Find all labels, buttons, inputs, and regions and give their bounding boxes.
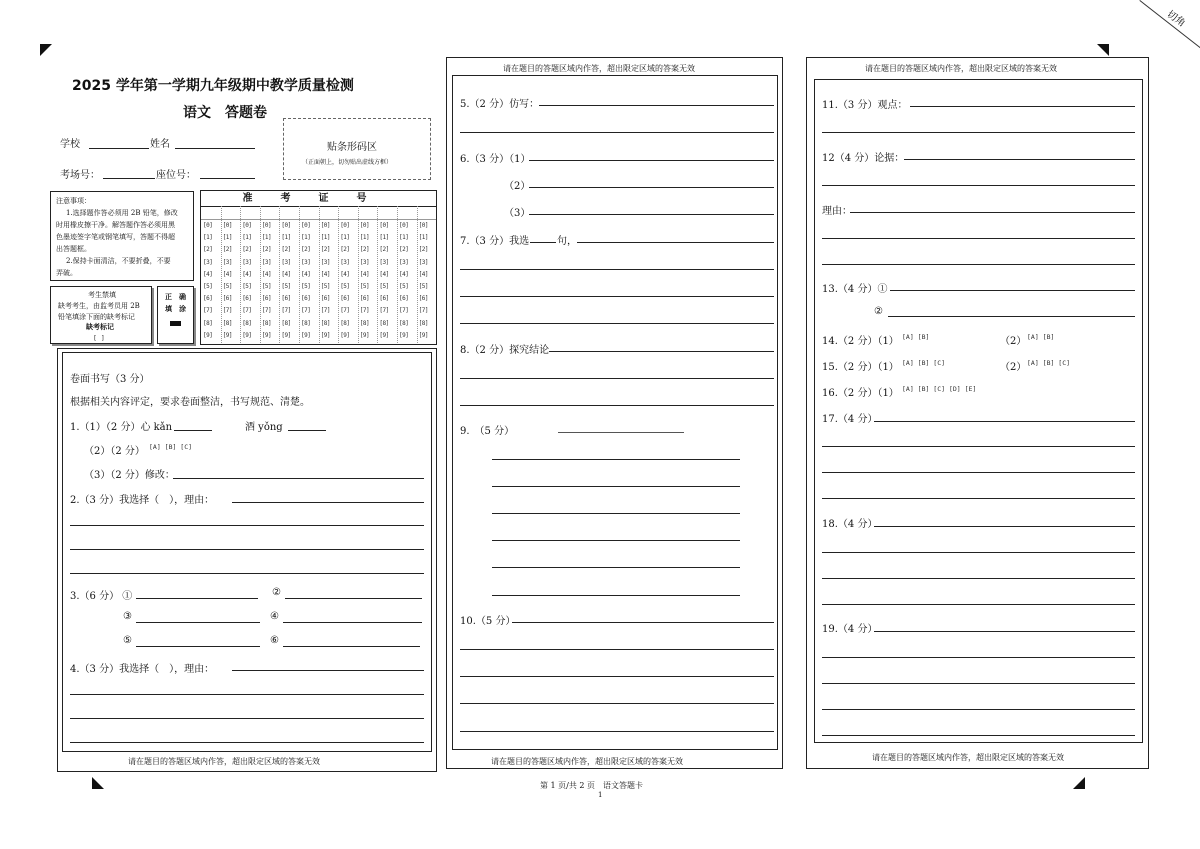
admission-digit-bubble[interactable]: [1] <box>379 234 389 242</box>
q15-2-bubbles[interactable]: [A] [B] [C] <box>1027 359 1071 367</box>
registration-mark-bottom-right <box>1073 777 1085 789</box>
admission-digit-bubble[interactable]: [3] <box>340 258 350 266</box>
boundary-notice-col2-bottom: 请在题目的答题区域内作答，超出限定区域的答案无效 <box>491 757 683 766</box>
admission-digit-bubble[interactable]: [0] <box>261 222 272 229</box>
q6-1-answer[interactable] <box>529 160 774 161</box>
seat-label: 座位号： <box>156 170 196 181</box>
admission-digit-bubble[interactable]: [9] <box>203 331 213 339</box>
school-field[interactable] <box>89 148 149 149</box>
admission-digit-bubble[interactable]: [2] <box>242 246 252 254</box>
corner-label: 切角 <box>1164 8 1188 30</box>
q18-answer[interactable] <box>822 604 1135 605</box>
admission-title: 准考证号 <box>201 191 436 207</box>
admission-digit-bubble[interactable]: [8] <box>261 319 272 327</box>
q9-answer[interactable] <box>492 459 740 460</box>
admission-digit-bubble[interactable]: [9] <box>320 331 330 339</box>
admission-digit-bubble[interactable]: [4] <box>301 270 311 278</box>
admission-digit-bubble[interactable]: [3] <box>301 258 311 266</box>
admission-digit-bubble[interactable]: [5] <box>203 283 213 290</box>
admission-digit-bubble[interactable]: [7] <box>379 307 389 315</box>
admission-digit-bubble[interactable]: [0] <box>399 222 409 229</box>
q12-answer[interactable] <box>904 159 1135 160</box>
absent-line: 缺考考生，由监考员用 2B <box>58 302 140 310</box>
q11-answer[interactable] <box>822 132 1135 133</box>
q1-1-answer-b[interactable] <box>288 430 326 431</box>
admission-digit-bubble[interactable]: [2] <box>379 246 389 254</box>
q18-answer[interactable] <box>822 552 1135 553</box>
admission-digit-bubble[interactable]: [8] <box>222 319 232 327</box>
q1-3-answer[interactable] <box>173 478 424 479</box>
admission-digit-bubble[interactable]: [8] <box>320 319 330 327</box>
admission-digit-bubble[interactable]: [3] <box>203 258 213 266</box>
q2-answer[interactable] <box>232 502 424 503</box>
q13-1-label: 13.（4 分）① <box>822 284 888 295</box>
admission-digit-bubble[interactable]: [7] <box>222 307 232 315</box>
admission-digit-bubble[interactable]: [2] <box>320 246 330 254</box>
registration-mark-bottom-left <box>92 777 104 789</box>
q11-label: 11.（3 分）观点： <box>822 100 908 111</box>
admission-digit-bubble[interactable]: [0] <box>359 222 370 229</box>
admission-digit-bubble[interactable]: [4] <box>203 270 213 278</box>
admission-digit-bubble[interactable]: [5] <box>301 283 311 290</box>
admission-digit-bubble[interactable]: [4] <box>242 270 252 278</box>
q4-answer[interactable] <box>70 694 424 695</box>
notice-line: 时用橡皮擦干净。解答题作答必须用黑 <box>56 221 175 229</box>
admission-digit-bubble[interactable]: [4] <box>261 270 272 278</box>
admission-digit-bubble[interactable]: [2] <box>418 246 428 254</box>
q17-answer[interactable] <box>874 421 1135 422</box>
admission-digit-bubble[interactable]: [7] <box>359 307 370 315</box>
q19-answer[interactable] <box>822 683 1135 684</box>
q1-2-label: （2）（2 分） <box>84 446 145 457</box>
q15-label: 15.（2 分）（1） <box>822 362 899 373</box>
admission-digit-bubble[interactable]: [3] <box>320 258 330 266</box>
exam-subtitle: 语文 答题卷 <box>183 105 267 121</box>
admission-digit-bubble[interactable]: [5] <box>320 283 330 290</box>
admission-digit-bubble[interactable]: [3] <box>281 258 291 266</box>
admission-digit-bubble[interactable]: [7] <box>340 307 350 315</box>
admission-digit-bubble[interactable]: [8] <box>203 319 213 327</box>
admission-digit-bubble[interactable]: [6] <box>418 295 428 303</box>
q16-1-bubbles[interactable]: [A] [B] [C] [D] [E] <box>902 385 977 393</box>
q3-answer-5[interactable] <box>136 646 260 647</box>
q3-answer-4[interactable] <box>283 622 422 623</box>
q6-3-answer[interactable] <box>529 214 774 215</box>
admission-digit-bubble[interactable]: [6] <box>340 295 350 303</box>
admission-digit-bubble[interactable]: [5] <box>261 283 272 290</box>
notice-line: 色墨迹签字笔或钢笔填写，答题不得超 <box>56 233 175 241</box>
admission-digit-bubble[interactable]: [7] <box>418 307 428 315</box>
handwriting-title: 卷面书写（3 分） <box>70 374 150 385</box>
q9-answer[interactable] <box>492 540 740 541</box>
q6-2-label: （2） <box>504 181 531 192</box>
exam-room-label: 考场号： <box>60 170 100 181</box>
admission-digit-bubble[interactable]: [1] <box>203 234 213 242</box>
q10-answer[interactable] <box>460 649 774 650</box>
admission-column-divider <box>240 206 241 343</box>
absent-line: 铅笔填涂下面的缺考标记 <box>58 313 135 321</box>
q2-answer[interactable] <box>70 525 424 526</box>
q13-1-answer[interactable] <box>890 290 1135 291</box>
admission-digit-bubble[interactable]: [6] <box>281 295 291 303</box>
q14-1-bubbles[interactable]: [A] [B] <box>902 333 930 341</box>
q12-answer[interactable] <box>822 185 1135 186</box>
q3-label-6: ⑥ <box>270 635 279 646</box>
q11-answer[interactable] <box>910 106 1135 107</box>
admission-digit-bubble[interactable]: [6] <box>261 295 272 303</box>
correct-fill-label: 正 确 <box>165 292 186 301</box>
q2-answer[interactable] <box>70 573 424 574</box>
admission-column-divider <box>358 206 359 343</box>
admission-digit-bubble[interactable]: [7] <box>281 307 291 315</box>
admission-digit-bubble[interactable]: [8] <box>418 319 428 327</box>
admission-digit-bubble[interactable]: [9] <box>359 331 370 339</box>
q12-label: 12（4 分）论据： <box>822 153 905 164</box>
admission-digit-bubble[interactable]: [0] <box>203 222 213 229</box>
admission-digit-bubble[interactable]: [9] <box>340 331 350 339</box>
q19-label: 19.（4 分） <box>822 624 878 635</box>
admission-column-divider <box>417 206 418 343</box>
q12-reason-label: 理由： <box>822 206 852 217</box>
admission-digit-bubble[interactable]: [1] <box>320 234 330 242</box>
admission-digit-bubble[interactable]: [2] <box>261 246 272 254</box>
q13-2-answer[interactable] <box>888 316 1135 317</box>
registration-mark-top-right <box>1097 44 1109 56</box>
q9-title-line[interactable] <box>558 432 684 433</box>
admission-digit-bubble[interactable]: [1] <box>359 234 370 242</box>
admission-column-divider <box>279 206 280 343</box>
q15-2-label: （2） <box>1000 362 1027 373</box>
q7-answer[interactable] <box>460 296 774 297</box>
q14-label: 14.（2 分）（1） <box>822 336 899 347</box>
admission-digit-bubble[interactable]: [9] <box>379 331 389 339</box>
admission-digit-bubble[interactable]: [2] <box>301 246 311 254</box>
q3-label: 3.（6 分） ① <box>70 591 133 602</box>
absent-mark-bubble[interactable]: [ ] <box>93 334 105 342</box>
admission-digit-bubble[interactable]: [6] <box>222 295 232 303</box>
page-number: 1 <box>598 791 603 799</box>
admission-digit-bubble[interactable]: [8] <box>301 319 311 327</box>
q19-answer[interactable] <box>874 631 1135 632</box>
admission-digit-bubble[interactable]: [0] <box>281 222 291 229</box>
q4-answer[interactable] <box>232 670 424 671</box>
admission-digit-bubble[interactable]: [5] <box>281 283 291 290</box>
column1-inner-frame <box>62 352 432 752</box>
admission-digit-bubble[interactable]: [0] <box>379 222 389 229</box>
name-field[interactable] <box>175 148 255 149</box>
q6-3-label: （3） <box>504 208 531 219</box>
admission-digit-bubble[interactable]: [4] <box>359 270 370 278</box>
q17-label: 17.（4 分） <box>822 414 878 425</box>
admission-column-divider <box>221 206 222 343</box>
q16-label: 16.（2 分）（1） <box>822 388 899 399</box>
q6-2-answer[interactable] <box>529 187 774 188</box>
q9-label: 9. （5 分） <box>460 426 515 437</box>
admission-digit-bubble[interactable]: [1] <box>261 234 272 242</box>
admission-digit-bubble[interactable]: [3] <box>418 258 428 266</box>
admission-column-divider <box>397 206 398 343</box>
admission-digit-bubble[interactable]: [9] <box>222 331 232 339</box>
page-footer: 第 1 页/共 2 页 语文答题卡 <box>540 781 644 790</box>
q7-answer[interactable] <box>577 242 774 243</box>
q1-1-answer-a[interactable] <box>174 430 212 431</box>
absent-mark-label: 缺考标记 <box>86 322 114 331</box>
admission-digit-bubble[interactable]: [8] <box>359 319 370 327</box>
q18-answer[interactable] <box>874 526 1135 527</box>
q8-answer[interactable] <box>549 351 774 352</box>
registration-mark-top-left <box>40 44 52 56</box>
admission-digit-bubble[interactable]: [6] <box>242 295 252 303</box>
exam-room-field[interactable] <box>103 178 155 179</box>
notice-line: 1.选择题作答必须用 2B 铅笔，修改 <box>66 209 178 217</box>
admission-digit-bubble[interactable]: [0] <box>222 222 232 229</box>
admission-digit-bubble[interactable]: [5] <box>379 283 389 290</box>
q10-answer[interactable] <box>460 676 774 677</box>
admission-digit-bubble[interactable]: [4] <box>320 270 330 278</box>
q12-reason-answer[interactable] <box>850 212 1135 213</box>
q3-answer-6[interactable] <box>283 646 420 647</box>
admission-digit-bubble[interactable]: [3] <box>359 258 370 266</box>
admission-digit-bubble[interactable]: [3] <box>399 258 409 266</box>
q10-answer[interactable] <box>460 703 774 704</box>
admission-digit-bubble[interactable]: [2] <box>399 246 409 254</box>
q15-1-bubbles[interactable]: [A] [B] [C] <box>902 359 946 367</box>
admission-digit-bubble[interactable]: [7] <box>242 307 252 315</box>
q5-label: 5.（2 分）仿写： <box>460 99 540 110</box>
q9-answer[interactable] <box>492 595 740 596</box>
admission-digit-bubble[interactable]: [9] <box>399 331 409 339</box>
q3-label-5: ⑤ <box>123 635 132 646</box>
admission-digit-bubble[interactable]: [3] <box>261 258 272 266</box>
notice-line: 弄破。 <box>56 269 77 277</box>
notice-line: 出答题框。 <box>56 245 91 253</box>
admission-digit-bubble[interactable]: [7] <box>399 307 409 315</box>
admission-digit-bubble[interactable]: [7] <box>320 307 330 315</box>
admission-digit-bubble[interactable]: [8] <box>242 319 252 327</box>
admission-digit-bubble[interactable]: [7] <box>301 307 311 315</box>
q4-label: 4.（3 分）我选择（ ），理由： <box>70 664 215 675</box>
admission-column-divider <box>260 206 261 343</box>
admission-digit-bubble[interactable]: [6] <box>379 295 389 303</box>
admission-digit-bubble[interactable]: [5] <box>359 283 370 290</box>
boundary-notice-col3-bottom: 请在题目的答题区域内作答，超出限定区域的答案无效 <box>872 753 1064 762</box>
q14-2-bubbles[interactable]: [A] [B] <box>1027 333 1055 341</box>
q7-choice[interactable] <box>530 242 556 243</box>
admission-digit-bubble[interactable]: [9] <box>301 331 311 339</box>
name-label: 姓名 <box>150 139 170 150</box>
q10-label: 10.（5 分） <box>460 616 516 627</box>
corner-cut-line <box>1139 0 1200 53</box>
barcode-title: 贴条形码区 <box>327 142 377 153</box>
q2-answer[interactable] <box>70 549 424 550</box>
admission-digit-bubble[interactable]: [9] <box>261 331 272 339</box>
q19-answer[interactable] <box>822 735 1135 736</box>
q18-label: 18.（4 分） <box>822 519 878 530</box>
q1-1-label-b: 酒 yǒng <box>245 422 283 433</box>
admission-digit-bubble[interactable]: [8] <box>379 319 389 327</box>
admission-digit-bubble[interactable]: [1] <box>242 234 252 242</box>
q7-answer[interactable] <box>460 269 774 270</box>
q3-label-2: ② <box>272 587 281 598</box>
q3-answer-3[interactable] <box>136 622 260 623</box>
admission-digit-bubble[interactable]: [1] <box>418 234 428 242</box>
q17-answer[interactable] <box>822 498 1135 499</box>
q3-answer-1[interactable] <box>136 598 258 599</box>
admission-column-divider <box>299 206 300 343</box>
handwriting-desc: 根据相关内容评定，要求卷面整洁，书写规范、清楚。 <box>70 397 310 408</box>
q14-2-label: （2） <box>1000 336 1027 347</box>
admission-digit-bubble[interactable]: [2] <box>340 246 350 254</box>
admission-column-divider <box>377 206 378 343</box>
q1-2-bubbles[interactable]: [A] [B] [C] <box>149 443 193 451</box>
admission-digit-bubble[interactable]: [2] <box>203 246 213 254</box>
admission-digit-bubble[interactable]: [0] <box>418 222 428 229</box>
q5-answer[interactable] <box>539 105 774 106</box>
q7-label: 7.（3 分）我选 <box>460 236 530 247</box>
q3-label-4: ④ <box>270 611 279 622</box>
admission-digit-bubble[interactable]: [4] <box>222 270 232 278</box>
admission-digit-bubble[interactable]: [8] <box>340 319 350 327</box>
admission-digit-bubble[interactable]: [6] <box>399 295 409 303</box>
admission-digit-bubble[interactable]: [9] <box>242 331 252 339</box>
admission-digit-bubble[interactable]: [6] <box>320 295 330 303</box>
q17-answer[interactable] <box>822 446 1135 447</box>
admission-digit-bubble[interactable]: [0] <box>301 222 311 229</box>
q18-answer[interactable] <box>822 578 1135 579</box>
admission-digit-bubble[interactable]: [2] <box>222 246 232 254</box>
q8-answer[interactable] <box>460 378 774 379</box>
admission-digit-bubble[interactable]: [4] <box>281 270 291 278</box>
q19-answer[interactable] <box>822 709 1135 710</box>
admission-digit-bubble[interactable]: [3] <box>222 258 232 266</box>
q9-answer[interactable] <box>492 486 740 487</box>
q4-answer[interactable] <box>70 718 424 719</box>
boundary-notice-col2-top: 请在题目的答题区域内作答，超出限定区域的答案无效 <box>503 64 695 73</box>
admission-digit-bubble[interactable]: [0] <box>340 222 350 229</box>
q2-label: 2.（3 分）我选择（ ），理由： <box>70 495 215 506</box>
q7-answer[interactable] <box>460 323 774 324</box>
admission-digit-bubble[interactable]: [8] <box>281 319 291 327</box>
q3-label-3: ③ <box>123 611 132 622</box>
q13-2-label: ② <box>874 306 883 317</box>
school-label: 学校 <box>60 139 80 150</box>
admission-column-divider <box>319 206 320 343</box>
admission-digit-bubble[interactable]: [6] <box>301 295 311 303</box>
admission-digit-bubble[interactable]: [1] <box>399 234 409 242</box>
admission-digit-bubble[interactable]: [1] <box>340 234 350 242</box>
admission-digit-bubble[interactable]: [7] <box>203 307 213 315</box>
admission-digit-bubble[interactable]: [1] <box>301 234 311 242</box>
admission-digit-bubble[interactable]: [6] <box>359 295 370 303</box>
admission-digit-bubble[interactable]: [9] <box>418 331 428 339</box>
admission-digit-bubble[interactable]: [4] <box>399 270 409 278</box>
admission-digit-bubble[interactable]: [1] <box>222 234 232 242</box>
admission-digit-bubble[interactable]: [2] <box>281 246 291 254</box>
q19-answer[interactable] <box>822 657 1135 658</box>
q5-answer[interactable] <box>460 132 774 133</box>
admission-digit-bubble[interactable]: [5] <box>242 283 252 290</box>
q12-reason-answer[interactable] <box>822 238 1135 239</box>
admission-digit-bubble[interactable]: [6] <box>203 295 213 303</box>
q3-answer-2[interactable] <box>285 598 422 599</box>
notice-line: 2.保持卡面清洁，不要折叠，不要 <box>66 257 171 265</box>
correct-fill-example <box>170 321 181 326</box>
barcode-note: （正面朝上，切勿贴出虚线方框） <box>302 159 393 166</box>
q6-1-label: 6.（3 分）（1） <box>460 154 531 165</box>
admission-digit-bubble[interactable]: [3] <box>379 258 389 266</box>
boundary-notice-col1: 请在题目的答题区域内作答，超出限定区域的答案无效 <box>128 757 320 766</box>
admission-digit-bubble[interactable]: [8] <box>399 319 409 327</box>
q1-1-label-a: 1.（1）（2 分）心 kǎn <box>70 422 173 433</box>
q4-answer[interactable] <box>70 742 424 743</box>
admission-digit-bubble[interactable]: [5] <box>340 283 350 290</box>
correct-fill-label: 填 涂 <box>165 304 186 313</box>
admission-digit-bubble[interactable]: [9] <box>281 331 291 339</box>
q10-answer[interactable] <box>460 731 774 732</box>
admission-digit-bubble[interactable]: [4] <box>418 270 428 278</box>
q7-label-b: 句， <box>557 236 577 247</box>
q1-3-label: （3）（2 分）修改： <box>84 470 175 481</box>
admission-digit-bubble[interactable]: [1] <box>281 234 291 242</box>
admission-digit-bubble[interactable]: [5] <box>418 283 428 290</box>
admission-column-divider <box>338 206 339 343</box>
admission-digit-bubble[interactable]: [0] <box>242 222 252 229</box>
admission-digit-bubble[interactable]: [5] <box>222 283 232 290</box>
q17-answer[interactable] <box>822 472 1135 473</box>
admission-digit-bubble[interactable]: [3] <box>242 258 252 266</box>
admission-digit-bubble[interactable]: [2] <box>359 246 370 254</box>
boundary-notice-col3-top: 请在题目的答题区域内作答，超出限定区域的答案无效 <box>865 64 1057 73</box>
admission-digit-bubble[interactable]: [0] <box>320 222 330 229</box>
admission-digit-bubble[interactable]: [4] <box>340 270 350 278</box>
admission-digit-bubble[interactable]: [7] <box>261 307 272 315</box>
q10-answer[interactable] <box>512 622 774 623</box>
exam-title: 2025 学年第一学期九年级期中教学质量检测 <box>72 78 354 94</box>
admission-digit-bubble[interactable]: [4] <box>379 270 389 278</box>
q9-answer[interactable] <box>492 567 740 568</box>
q12-reason-answer[interactable] <box>822 264 1135 265</box>
admission-digit-bubble[interactable]: [5] <box>399 283 409 290</box>
q8-answer[interactable] <box>460 405 774 406</box>
q8-label: 8.（2 分）探究结论 <box>460 345 550 356</box>
seat-field[interactable] <box>200 178 255 179</box>
q9-answer[interactable] <box>492 513 740 514</box>
absent-title: 考生禁填 <box>88 291 116 299</box>
notice-title: 注意事项： <box>56 197 91 205</box>
